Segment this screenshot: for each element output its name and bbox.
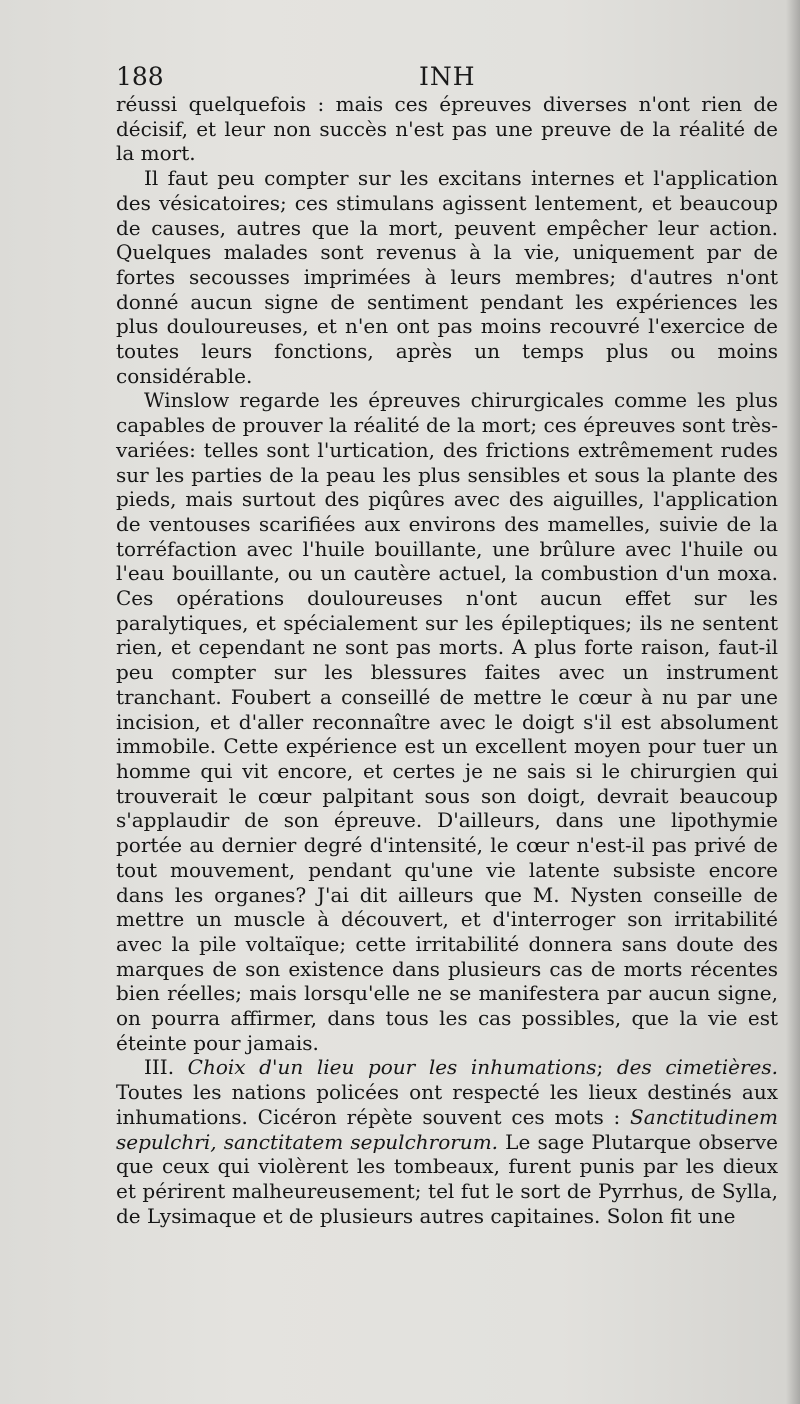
section-subtitle: des cimetières. xyxy=(616,1055,779,1080)
section-title: Choix d'un lieu pour les inhumations xyxy=(187,1055,597,1080)
body-text xyxy=(116,92,778,1228)
section-number: III. xyxy=(144,1055,175,1080)
running-head: INH xyxy=(419,62,476,91)
paragraph-2: Il faut peu compter sur les excitans internes et l'application des vésicatoires; ces stimulans agissent lentement, et beaucoup de causes, autres que la mort, peuvent empêcher leur action. Quelques malades sont revenus à la vie, uniquement par de fortes secousses imprimées à leurs membres; d'autres n'ont donné aucun signe de sentiment pendant les expériences les plus douloureuses, et n'en ont pas moins recouvré l'exercice de toutes leurs fonctions, après un temps plus ou moins considérable. xyxy=(116,166,778,388)
paragraph-1: réussi quelquefois : mais ces épreuves diverses n'ont rien de décisif, et leur non succès n'est pas une preuve de la réalité de la mort. xyxy=(116,92,778,166)
latin-quote: Sanctitudinem sepulchri, sanctitatem sepulchrorum. xyxy=(116,1104,778,1154)
section-separator: ; xyxy=(596,1055,604,1080)
section-text-before-quote: Toutes les nations policées ont respecté les lieux destinés aux inhumations. Cicéron répète souvent ces mots : xyxy=(116,1080,778,1129)
section-text-after-quote: Le sage Plutarque observe que ceux qui violèrent les tombeaux, furent punis par les dieux et périrent malheureusement; tel fut le sort de Pyrrhus, de Sylla, de Lysimaque et de plusieurs autres capitaines. Solon fit une xyxy=(116,1129,778,1228)
page-number: 188 xyxy=(116,62,164,91)
page-header xyxy=(116,62,778,96)
paragraph-4-section xyxy=(116,1055,778,1228)
paragraph-3: Winslow regarde les épreuves chirurgicales comme les plus capables de prouver la réalité de la mort; ces épreuves sont très-variées: telles sont l'urtication, des frictions extrêmement rudes sur les parties de la peau les plus sensibles et sous la plante des pieds, mais surtout des piqûres avec des aiguilles, l'application de ventouses scarifiées aux environs des mamelles, suivie de la torréfaction avec l'huile bouillante, une brûlure avec l'huile ou l'eau bouillante, ou un cautère actuel, la combustion d'un moxa. Ces opérations douloureuses n'ont aucun effet sur les paralytiques, et spécialement sur les épileptiques; ils ne sentent rien, et cependant ne sont pas morts. A plus forte raison, faut-il peu compter sur les blessures faites avec un instrument tranchant. Foubert a conseillé de mettre le cœur à nu par une incision, et d'aller reconnaître avec le doigt s'il est absolument immobile. Cette expérience est un excellent moyen pour tuer un homme qui vit encore, et certes je ne sais si le chirurgien qui trouverait le cœur palpitant sous son doigt, devrait beaucoup s'applaudir de son épreuve. D'ailleurs, dans une lipothymie portée au dernier degré d'intensité, le cœur n'est-il pas privé de tout mouvement, pendant qu'une vie latente subsiste encore dans les organes? J'ai dit ailleurs que M. Nysten conseille de mettre un muscle à découvert, et d'interroger son irritabilité avec la pile voltaïque; cette irritabilité donnera sans doute des marques de son existence dans plusieurs cas de morts récentes bien réelles; mais lorsqu'elle ne se manifestera par aucun signe, on pourra affirmer, dans tous les cas possibles, que la vie est éteinte pour jamais. xyxy=(116,388,778,1055)
